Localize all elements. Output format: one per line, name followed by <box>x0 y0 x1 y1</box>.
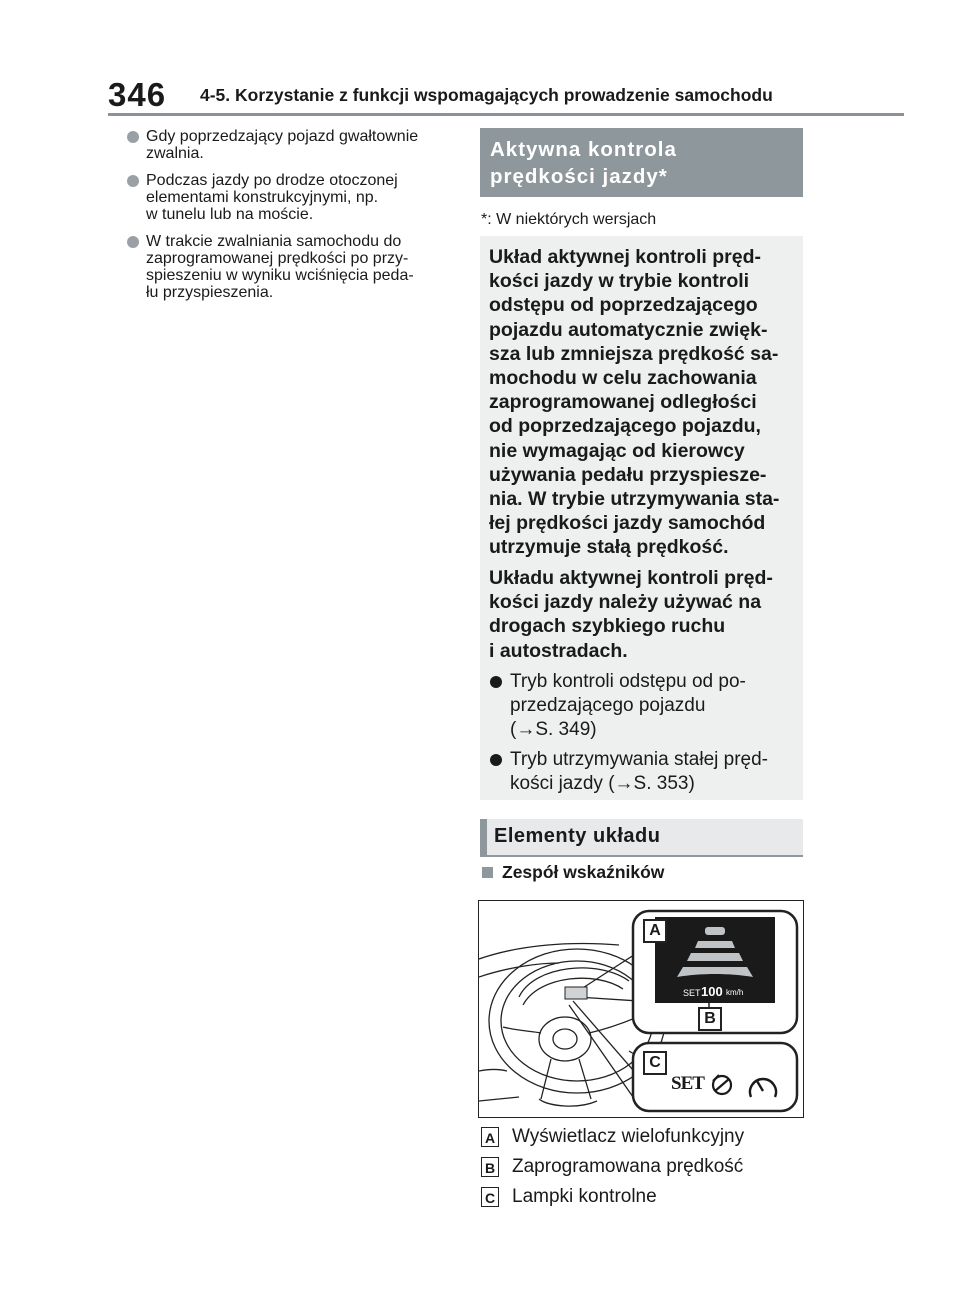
cluster-display-area <box>565 987 587 999</box>
list-item: Tryb utrzymywania stałej pręd- kości jazdy (→S. 353) <box>510 748 795 796</box>
list-item-line: w tunelu lub na moście. <box>146 206 314 223</box>
intro-paragraph-2: Układu aktywnej kontroli pręd- kości jazdy należy używać na drogach szybkiego ruchu i autostradach. <box>489 567 773 662</box>
list-item-line: spieszeniu w wyniku wciśnięcia peda- <box>146 267 414 284</box>
legend-item <box>481 1155 801 1179</box>
square-bullet-icon <box>482 867 493 878</box>
bullet-dot-icon <box>490 754 502 766</box>
list-item: Tryb kontroli odstępu od po- przedzającego pojazdu (→S. 349) <box>510 670 795 742</box>
callout-a: A <box>643 919 667 943</box>
bullet-dot-icon <box>490 676 502 688</box>
left-column <box>127 128 457 311</box>
display-speed-unit: km/h <box>726 988 744 997</box>
section-banner <box>480 128 803 197</box>
intro-box <box>480 236 803 800</box>
instrument-cluster-illustration <box>479 901 803 1117</box>
section-banner-title: Aktywna kontrola prędkości jazdy* <box>490 138 677 188</box>
footnote: *: W niektórych wersjach <box>481 211 657 228</box>
list-item <box>127 233 457 301</box>
list-item-line: Gdy poprzedzający pojazd gwałtownie <box>146 128 419 145</box>
header-divider <box>108 113 904 116</box>
list-item-line: W trakcie zwalniania samochodu do <box>146 233 402 250</box>
list-item <box>127 172 457 223</box>
display-speed-value: 100 <box>701 984 723 999</box>
bullet-dot-icon <box>127 131 139 143</box>
list-item-line: elementami konstrukcyjnymi, np. <box>146 189 379 206</box>
legend-badge: A <box>481 1127 499 1147</box>
list-item-line: zaprogramowanej prędkości po przy- <box>146 250 409 267</box>
section-heading <box>480 819 803 857</box>
callout-b: B <box>698 1007 722 1031</box>
legend-text: Lampki kontrolne <box>512 1186 657 1207</box>
list-item-line: Podczas jazdy po drodze otoczonej <box>146 172 398 189</box>
list-item-line: łu przyspieszenia. <box>146 284 274 301</box>
page-header <box>108 76 904 118</box>
bullet-dot-icon <box>127 175 139 187</box>
legend-item <box>481 1125 801 1149</box>
instrument-cluster-figure <box>478 900 804 1118</box>
chapter-title: 4-5. Korzystanie z funkcji wspomagających prowadzenie samochodu <box>200 85 773 105</box>
legend-badge: B <box>481 1157 499 1177</box>
intro-paragraph: Układ aktywnej kontroli pręd- kości jazdy w trybie kontroli odstępu od poprzedzającego pojazdu automatycznie zwięk- sza lub zmniejsza prędkość sa- mochodu w celu zachowania zaprogramowanej odległości od poprzedzającego pojazdu, nie wymagając od kierowcy używania pedału przyspiesze- nia. W trybie utrzymywania sta- łej prędkości jazdy samochód utrzymuje stałą prędkość. <box>489 246 780 559</box>
legend-text: Zaprogramowana prędkość <box>512 1156 744 1177</box>
page-number: 346 <box>108 76 167 113</box>
display-set-label: SET <box>683 988 701 998</box>
legend-badge: C <box>481 1187 499 1207</box>
bullet-dot-icon <box>127 236 139 248</box>
section-heading-bar <box>480 819 487 857</box>
legend-text: Wyświetlacz wielofunkcyjny <box>512 1126 745 1147</box>
section-heading-title: Elementy układu <box>494 825 661 847</box>
indicator-set-label: SET <box>671 1073 704 1094</box>
callout-c: C <box>643 1051 667 1075</box>
list-item <box>127 128 457 162</box>
subheading-text: Zespół wskaźników <box>502 862 665 882</box>
list-item-line: zwalnia. <box>146 145 204 162</box>
legend-item <box>481 1185 801 1209</box>
